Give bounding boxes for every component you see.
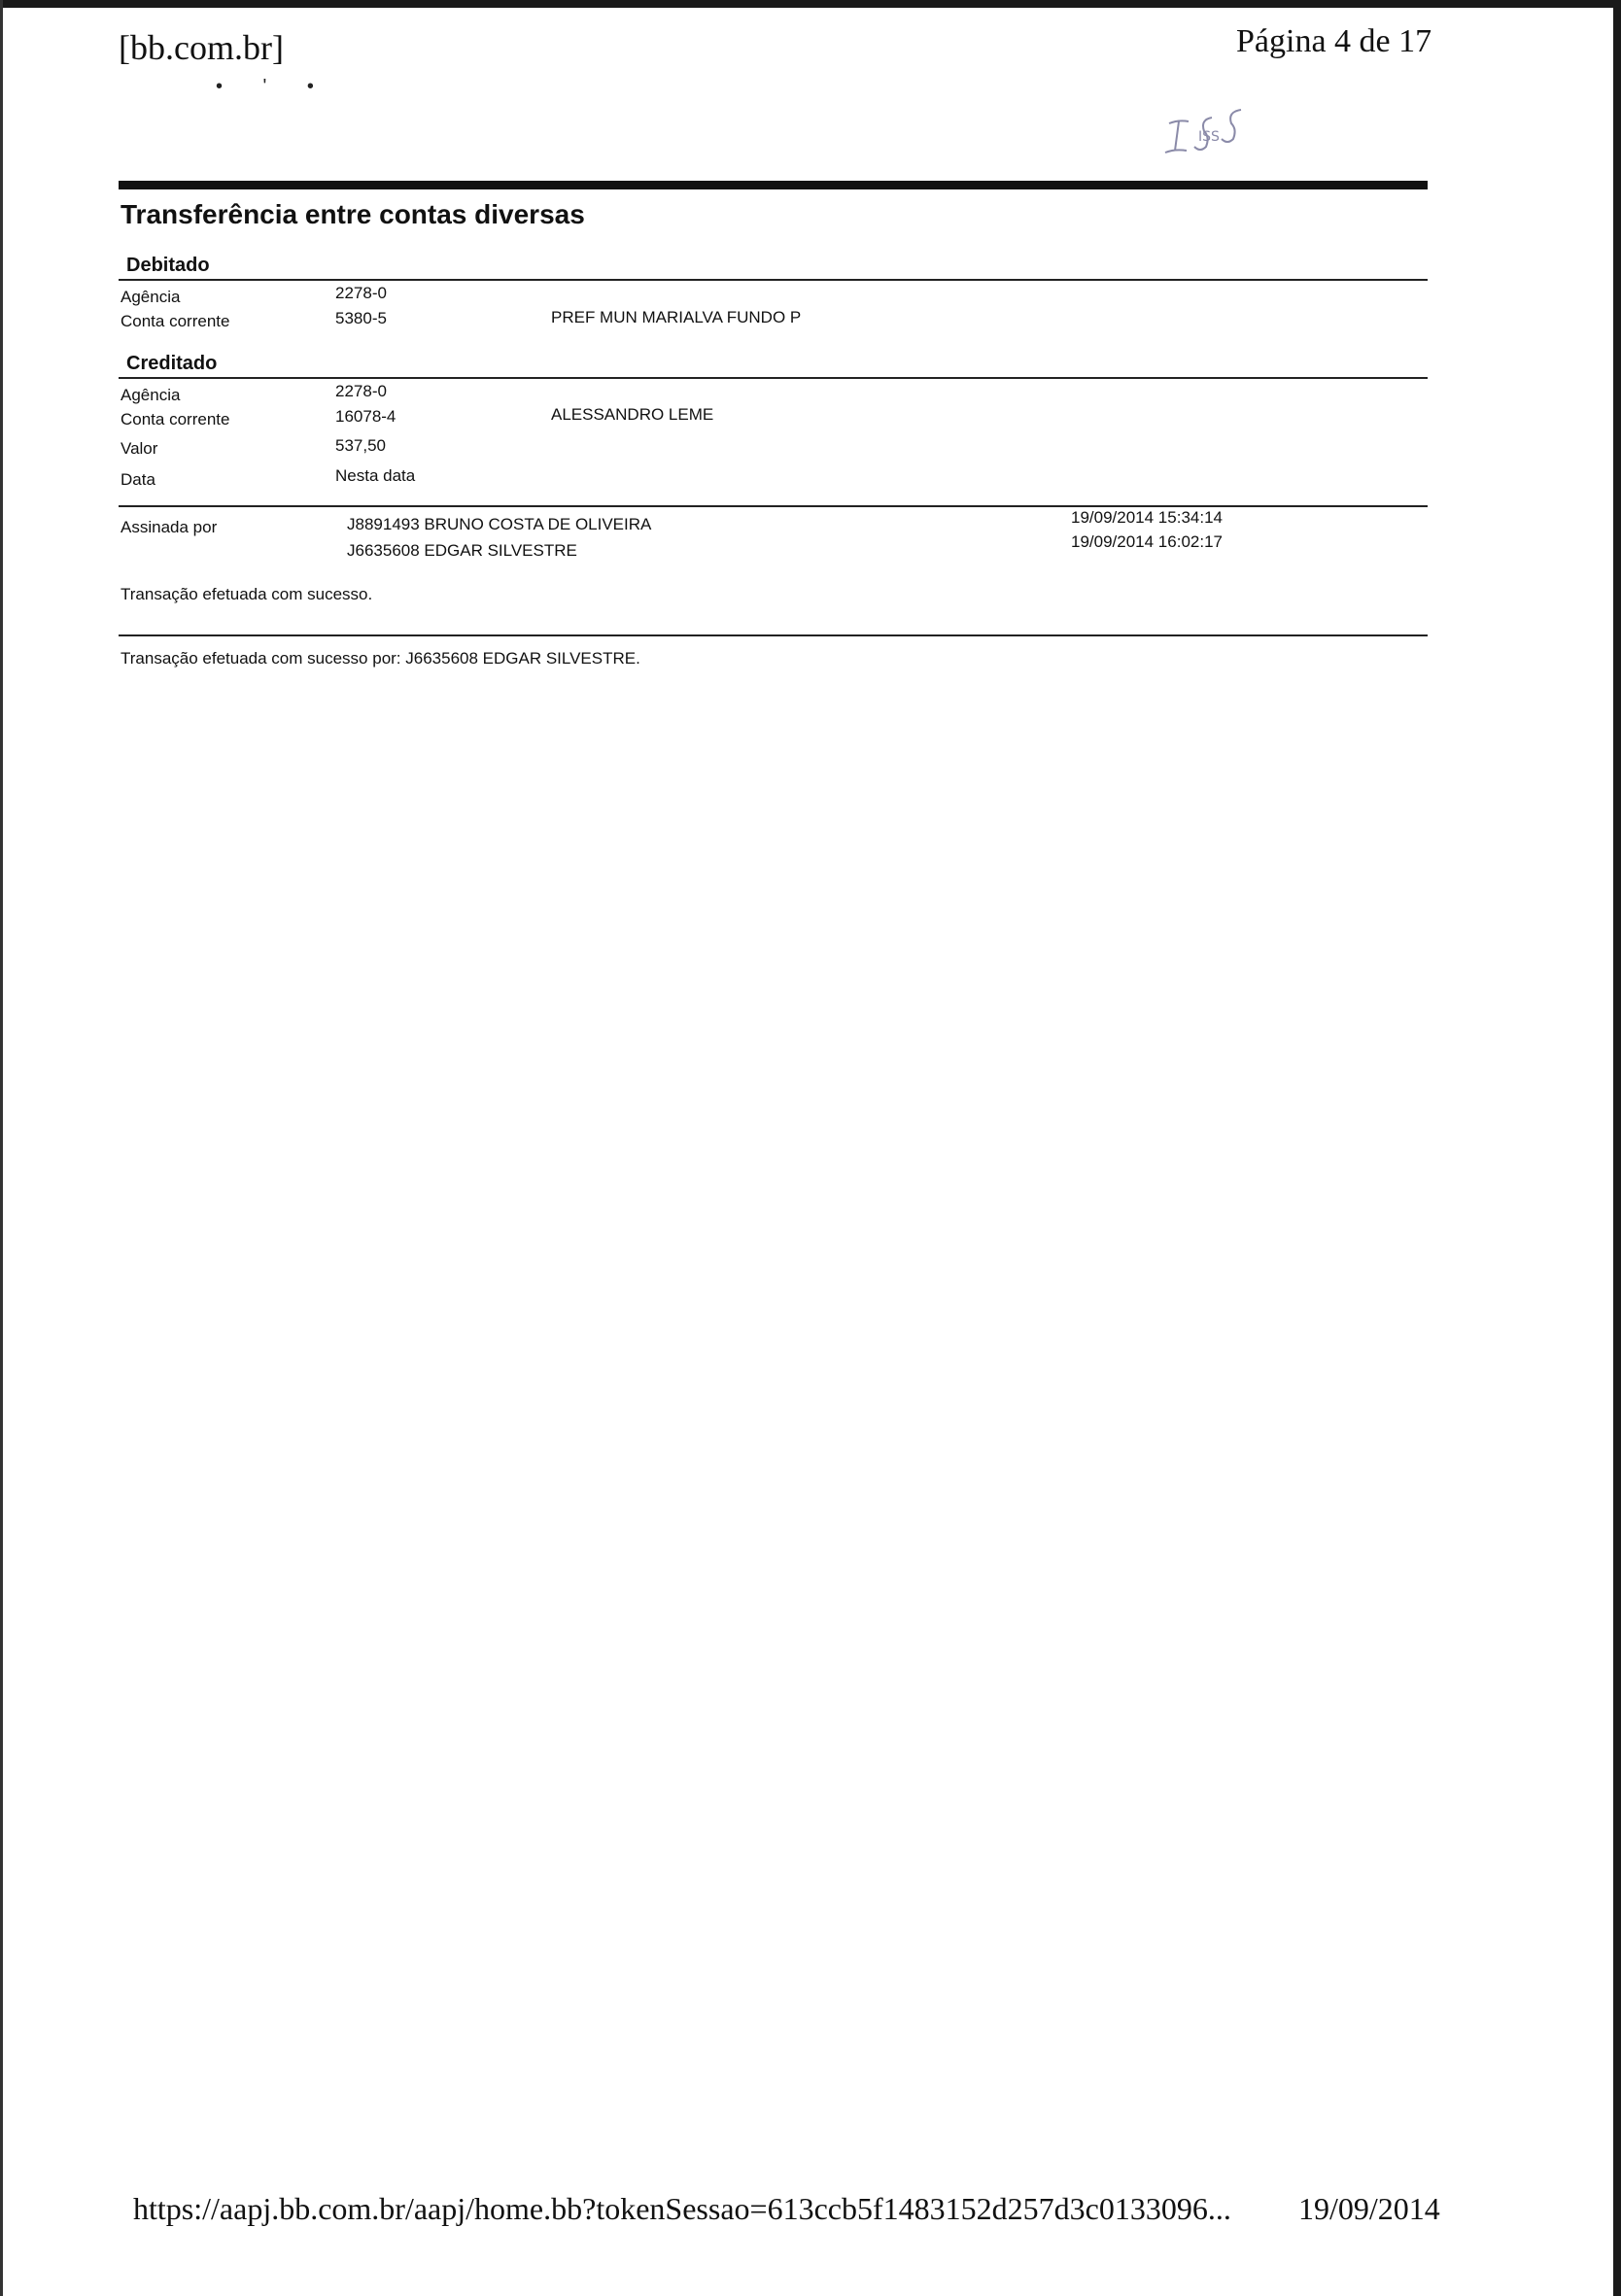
- creditado-agencia-label: Agência: [121, 386, 181, 404]
- creditado-data-label: Data: [121, 470, 155, 489]
- debitado-conta-holder: PREF MUN MARIALVA FUNDO P: [551, 308, 802, 326]
- debitado-conta-value: 5380-5: [335, 309, 387, 327]
- creditado-conta-label: Conta corrente: [121, 410, 230, 428]
- scan-border-top: [0, 0, 1621, 8]
- creditado-conta-holder: ALESSANDRO LEME: [551, 405, 714, 424]
- signer-1-datetime: 19/09/2014 15:34:14: [1071, 508, 1223, 527]
- status-message: Transação efetuada com sucesso.: [121, 585, 373, 603]
- signer-1-name: J8891493 BRUNO COSTA DE OLIVEIRA: [347, 515, 652, 533]
- creditado-conta-value: 16078-4: [335, 407, 397, 426]
- creditado-agencia-value: 2278-0: [335, 382, 387, 400]
- debitado-heading: Debitado: [126, 255, 210, 276]
- scan-border-right: [1613, 0, 1621, 2296]
- creditado-rule: [119, 377, 1428, 379]
- title-rule: [119, 181, 1428, 189]
- page-title: Transferência entre contas diversas: [121, 199, 585, 229]
- scan-dots: • ' •: [216, 76, 331, 97]
- debitado-conta-label: Conta corrente: [121, 312, 230, 330]
- signer-2-name: J6635608 EDGAR SILVESTRE: [347, 541, 577, 560]
- creditado-valor-value: 537,50: [335, 436, 386, 455]
- handwritten-iss-mark: [1152, 102, 1259, 160]
- debitado-rule: [119, 279, 1428, 281]
- footer-url: https://aapj.bb.com.br/aapj/home.bb?tokenSessao=613ccb5f1483152d257d3c0133096...: [133, 2191, 1231, 2226]
- assinada-por-label: Assinada por: [121, 518, 218, 536]
- creditado-heading: Creditado: [126, 353, 218, 374]
- debitado-agencia-value: 2278-0: [335, 284, 387, 302]
- assinatura-rule: [119, 505, 1428, 507]
- site-name: [bb.com.br]: [119, 28, 284, 67]
- status-by-message: Transação efetuada com sucesso por: J6635608 EDGAR SILVESTRE.: [121, 649, 640, 668]
- signer-2-datetime: 19/09/2014 16:02:17: [1071, 532, 1223, 551]
- creditado-valor-label: Valor: [121, 439, 158, 458]
- page-number: Página 4 de 17: [1236, 23, 1432, 59]
- creditado-data-value: Nesta data: [335, 466, 416, 485]
- iss-mark-text: ISS: [1198, 129, 1220, 145]
- status-rule: [119, 634, 1428, 636]
- footer-date: 19/09/2014: [1298, 2191, 1440, 2226]
- scan-border-left: [0, 0, 3, 2296]
- debitado-agencia-label: Agência: [121, 288, 181, 306]
